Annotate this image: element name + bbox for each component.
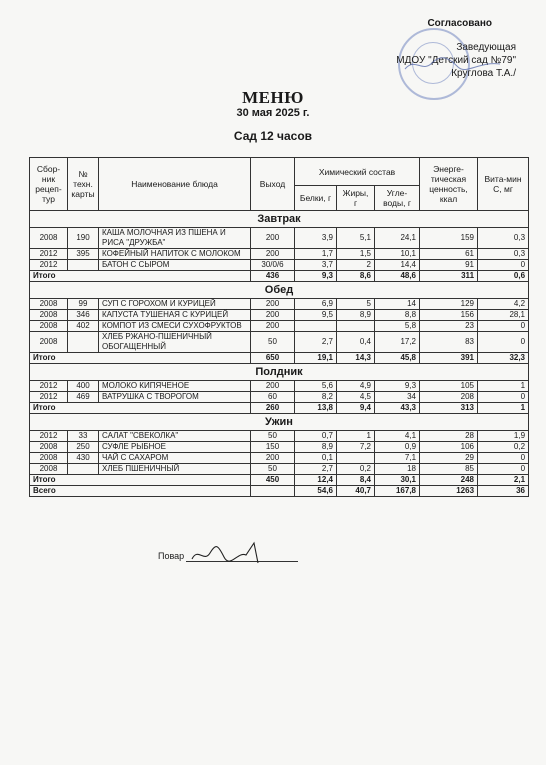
dish-cell: КАША МОЛОЧНАЯ ИЗ ПШЕНА И РИСА "ДРУЖБА" bbox=[99, 228, 251, 249]
fat-cell: 4,9 bbox=[337, 381, 375, 392]
output-cell: 650 bbox=[251, 353, 295, 364]
vitamin-cell: 0 bbox=[478, 260, 529, 271]
fat-cell: 9,4 bbox=[337, 403, 375, 414]
total-label: Итого bbox=[30, 271, 251, 282]
carbs-cell: 43,3 bbox=[375, 403, 420, 414]
card-cell: 33 bbox=[68, 431, 99, 442]
protein-cell: 3,9 bbox=[295, 228, 337, 249]
total-row bbox=[30, 475, 529, 486]
protein-cell: 8,9 bbox=[295, 442, 337, 453]
menu-date: 30 мая 2025 г. bbox=[236, 107, 310, 119]
protein-cell: 6,9 bbox=[295, 299, 337, 310]
collection-cell: 2012 bbox=[30, 249, 68, 260]
fat-cell: 14,3 bbox=[337, 353, 375, 364]
output-cell: 200 bbox=[251, 228, 295, 249]
menu-table-body bbox=[30, 211, 529, 497]
vitamin-cell: 4,2 bbox=[478, 299, 529, 310]
col-output: Выход bbox=[251, 158, 295, 211]
vitamin-cell: 0,3 bbox=[478, 228, 529, 249]
table-row bbox=[30, 392, 529, 403]
dish-cell: КАПУСТА ТУШЕНАЯ С КУРИЦЕЙ bbox=[99, 310, 251, 321]
carbs-cell: 5,8 bbox=[375, 321, 420, 332]
energy-cell: 61 bbox=[420, 249, 478, 260]
dish-cell: МОЛОКО КИПЯЧЕНОЕ bbox=[99, 381, 251, 392]
table-row bbox=[30, 332, 529, 353]
cook-signature bbox=[188, 541, 268, 567]
energy-cell: 23 bbox=[420, 321, 478, 332]
fat-cell: 0,2 bbox=[337, 464, 375, 475]
output-cell bbox=[251, 486, 295, 497]
col-energy: Энерге-тическая ценность, ккал bbox=[420, 158, 478, 211]
protein-cell: 9,5 bbox=[295, 310, 337, 321]
col-protein: Белки, г bbox=[295, 186, 337, 211]
collection-cell: 2008 bbox=[30, 453, 68, 464]
output-cell: 200 bbox=[251, 381, 295, 392]
table-row bbox=[30, 249, 529, 260]
approval-title: Согласовано bbox=[427, 18, 492, 29]
fat-cell: 2 bbox=[337, 260, 375, 271]
protein-cell: 13,8 bbox=[295, 403, 337, 414]
fat-cell: 8,4 bbox=[337, 475, 375, 486]
output-cell: 150 bbox=[251, 442, 295, 453]
fat-cell: 0,4 bbox=[337, 332, 375, 353]
energy-cell: 28 bbox=[420, 431, 478, 442]
card-cell bbox=[68, 332, 99, 353]
table-row bbox=[30, 228, 529, 249]
carbs-cell: 9,3 bbox=[375, 381, 420, 392]
carbs-cell: 14 bbox=[375, 299, 420, 310]
output-cell: 450 bbox=[251, 475, 295, 486]
fat-cell: 40,7 bbox=[337, 486, 375, 497]
fat-cell: 1,5 bbox=[337, 249, 375, 260]
output-cell: 50 bbox=[251, 431, 295, 442]
output-cell: 50 bbox=[251, 332, 295, 353]
collection-cell: 2012 bbox=[30, 392, 68, 403]
fat-cell: 4,5 bbox=[337, 392, 375, 403]
collection-cell: 2012 bbox=[30, 260, 68, 271]
collection-cell: 2008 bbox=[30, 321, 68, 332]
energy-cell: 129 bbox=[420, 299, 478, 310]
section-row bbox=[30, 414, 529, 431]
dish-cell: БАТОН С СЫРОМ bbox=[99, 260, 251, 271]
output-cell: 60 bbox=[251, 392, 295, 403]
protein-cell: 0,1 bbox=[295, 453, 337, 464]
carbs-cell: 4,1 bbox=[375, 431, 420, 442]
table-row bbox=[30, 299, 529, 310]
vitamin-cell: 36 bbox=[478, 486, 529, 497]
col-dish: Наименование блюда bbox=[99, 158, 251, 211]
carbs-cell: 167,8 bbox=[375, 486, 420, 497]
protein-cell: 2,7 bbox=[295, 332, 337, 353]
section-heading: Ужин bbox=[30, 414, 529, 431]
total-label: Итого bbox=[30, 475, 251, 486]
vitamin-cell: 1,9 bbox=[478, 431, 529, 442]
output-cell: 200 bbox=[251, 249, 295, 260]
vitamin-cell: 0,2 bbox=[478, 442, 529, 453]
vitamin-cell: 0 bbox=[478, 332, 529, 353]
col-collection: Сбор-ник рецеп-тур bbox=[30, 158, 68, 211]
dish-cell: ЧАЙ С САХАРОМ bbox=[99, 453, 251, 464]
fat-cell: 5 bbox=[337, 299, 375, 310]
vitamin-cell: 32,3 bbox=[478, 353, 529, 364]
fat-cell bbox=[337, 321, 375, 332]
collection-cell: 2012 bbox=[30, 381, 68, 392]
table-row bbox=[30, 381, 529, 392]
collection-cell: 2008 bbox=[30, 228, 68, 249]
energy-cell: 391 bbox=[420, 353, 478, 364]
col-vitamin: Вита-мин С, мг bbox=[478, 158, 529, 211]
vitamin-cell: 1 bbox=[478, 381, 529, 392]
energy-cell: 311 bbox=[420, 271, 478, 282]
collection-cell: 2008 bbox=[30, 332, 68, 353]
carbs-cell: 48,6 bbox=[375, 271, 420, 282]
protein-cell: 2,7 bbox=[295, 464, 337, 475]
energy-cell: 29 bbox=[420, 453, 478, 464]
protein-cell: 54,6 bbox=[295, 486, 337, 497]
fat-cell: 1 bbox=[337, 431, 375, 442]
protein-cell: 0,7 bbox=[295, 431, 337, 442]
collection-cell: 2008 bbox=[30, 464, 68, 475]
col-carbs: Угле-воды, г bbox=[375, 186, 420, 211]
table-row bbox=[30, 431, 529, 442]
output-cell: 50 bbox=[251, 464, 295, 475]
table-row bbox=[30, 310, 529, 321]
vitamin-cell: 0 bbox=[478, 392, 529, 403]
output-cell: 260 bbox=[251, 403, 295, 414]
card-cell: 250 bbox=[68, 442, 99, 453]
grand-total-row bbox=[30, 486, 529, 497]
section-heading: Завтрак bbox=[30, 211, 529, 228]
carbs-cell: 0,9 bbox=[375, 442, 420, 453]
vitamin-cell: 0,3 bbox=[478, 249, 529, 260]
approval-role: Заведующая bbox=[456, 42, 516, 53]
carbs-cell: 8,8 bbox=[375, 310, 420, 321]
vitamin-cell: 28,1 bbox=[478, 310, 529, 321]
card-cell: 190 bbox=[68, 228, 99, 249]
collection-cell: 2008 bbox=[30, 442, 68, 453]
vitamin-cell: 0 bbox=[478, 464, 529, 475]
protein-cell: 19,1 bbox=[295, 353, 337, 364]
card-cell: 402 bbox=[68, 321, 99, 332]
carbs-cell: 24,1 bbox=[375, 228, 420, 249]
card-cell: 346 bbox=[68, 310, 99, 321]
protein-cell: 5,6 bbox=[295, 381, 337, 392]
carbs-cell: 45,8 bbox=[375, 353, 420, 364]
approval-org: МДОУ "Детский сад №79" bbox=[396, 55, 516, 66]
energy-cell: 106 bbox=[420, 442, 478, 453]
energy-cell: 1263 bbox=[420, 486, 478, 497]
table-row bbox=[30, 260, 529, 271]
dish-cell: ХЛЕБ РЖАНО-ПШЕНИЧНЫЙ ОБОГАЩЕННЫЙ bbox=[99, 332, 251, 353]
approval-signature bbox=[400, 55, 510, 75]
energy-cell: 91 bbox=[420, 260, 478, 271]
dish-cell: КОФЕЙНЫЙ НАПИТОК С МОЛОКОМ bbox=[99, 249, 251, 260]
page-title: МЕНЮ bbox=[242, 88, 304, 107]
fat-cell: 8,9 bbox=[337, 310, 375, 321]
protein-cell: 9,3 bbox=[295, 271, 337, 282]
grand-total-label: Всего bbox=[30, 486, 251, 497]
fat-cell: 7,2 bbox=[337, 442, 375, 453]
vitamin-cell: 0,6 bbox=[478, 271, 529, 282]
card-cell bbox=[68, 260, 99, 271]
card-cell: 395 bbox=[68, 249, 99, 260]
col-fat: Жиры, г bbox=[337, 186, 375, 211]
output-cell: 436 bbox=[251, 271, 295, 282]
fat-cell bbox=[337, 453, 375, 464]
protein-cell: 3,7 bbox=[295, 260, 337, 271]
table-row bbox=[30, 453, 529, 464]
total-row bbox=[30, 353, 529, 364]
carbs-cell: 18 bbox=[375, 464, 420, 475]
vitamin-cell: 0 bbox=[478, 321, 529, 332]
protein-cell: 1,7 bbox=[295, 249, 337, 260]
dish-cell: СУФЛЕ РЫБНОЕ bbox=[99, 442, 251, 453]
output-cell: 200 bbox=[251, 310, 295, 321]
cook-label: Повар bbox=[158, 551, 185, 561]
carbs-cell: 7,1 bbox=[375, 453, 420, 464]
total-row bbox=[30, 271, 529, 282]
energy-cell: 85 bbox=[420, 464, 478, 475]
card-cell: 469 bbox=[68, 392, 99, 403]
energy-cell: 83 bbox=[420, 332, 478, 353]
card-cell: 400 bbox=[68, 381, 99, 392]
collection-cell: 2012 bbox=[30, 431, 68, 442]
table-row bbox=[30, 464, 529, 475]
protein-cell bbox=[295, 321, 337, 332]
carbs-cell: 10,1 bbox=[375, 249, 420, 260]
carbs-cell: 34 bbox=[375, 392, 420, 403]
approval-name: Круглова Т.А./ bbox=[451, 68, 516, 79]
section-row bbox=[30, 364, 529, 381]
output-cell: 30/0/6 bbox=[251, 260, 295, 271]
card-cell: 99 bbox=[68, 299, 99, 310]
card-cell: 430 bbox=[68, 453, 99, 464]
section-row bbox=[30, 211, 529, 228]
carbs-cell: 17,2 bbox=[375, 332, 420, 353]
col-chemical: Химический состав bbox=[295, 158, 420, 186]
section-heading: Полдник bbox=[30, 364, 529, 381]
protein-cell: 8,2 bbox=[295, 392, 337, 403]
col-card: № техн. карты bbox=[68, 158, 99, 211]
dish-cell: СУП С ГОРОХОМ И КУРИЦЕЙ bbox=[99, 299, 251, 310]
dish-cell: САЛАТ "СВЕКОЛКА" bbox=[99, 431, 251, 442]
carbs-cell: 30,1 bbox=[375, 475, 420, 486]
fat-cell: 8,6 bbox=[337, 271, 375, 282]
collection-cell: 2008 bbox=[30, 299, 68, 310]
energy-cell: 248 bbox=[420, 475, 478, 486]
output-cell: 200 bbox=[251, 321, 295, 332]
dish-cell: ВАТРУШКА С ТВОРОГОМ bbox=[99, 392, 251, 403]
total-row bbox=[30, 403, 529, 414]
output-cell: 200 bbox=[251, 453, 295, 464]
fat-cell: 5,1 bbox=[337, 228, 375, 249]
energy-cell: 208 bbox=[420, 392, 478, 403]
total-label: Итого bbox=[30, 403, 251, 414]
menu-table bbox=[29, 157, 529, 497]
energy-cell: 156 bbox=[420, 310, 478, 321]
dish-cell: ХЛЕБ ПШЕНИЧНЫЙ bbox=[99, 464, 251, 475]
total-label: Итого bbox=[30, 353, 251, 364]
energy-cell: 313 bbox=[420, 403, 478, 414]
vitamin-cell: 1 bbox=[478, 403, 529, 414]
energy-cell: 105 bbox=[420, 381, 478, 392]
collection-cell: 2008 bbox=[30, 310, 68, 321]
output-cell: 200 bbox=[251, 299, 295, 310]
protein-cell: 12,4 bbox=[295, 475, 337, 486]
vitamin-cell: 2,1 bbox=[478, 475, 529, 486]
energy-cell: 159 bbox=[420, 228, 478, 249]
table-row bbox=[30, 442, 529, 453]
dish-cell: КОМПОТ ИЗ СМЕСИ СУХОФРУКТОВ bbox=[99, 321, 251, 332]
vitamin-cell: 0 bbox=[478, 453, 529, 464]
table-row bbox=[30, 321, 529, 332]
section-heading: Обед bbox=[30, 282, 529, 299]
card-cell bbox=[68, 464, 99, 475]
section-row bbox=[30, 282, 529, 299]
group-subtitle: Сад 12 часов bbox=[233, 129, 313, 143]
carbs-cell: 14,4 bbox=[375, 260, 420, 271]
